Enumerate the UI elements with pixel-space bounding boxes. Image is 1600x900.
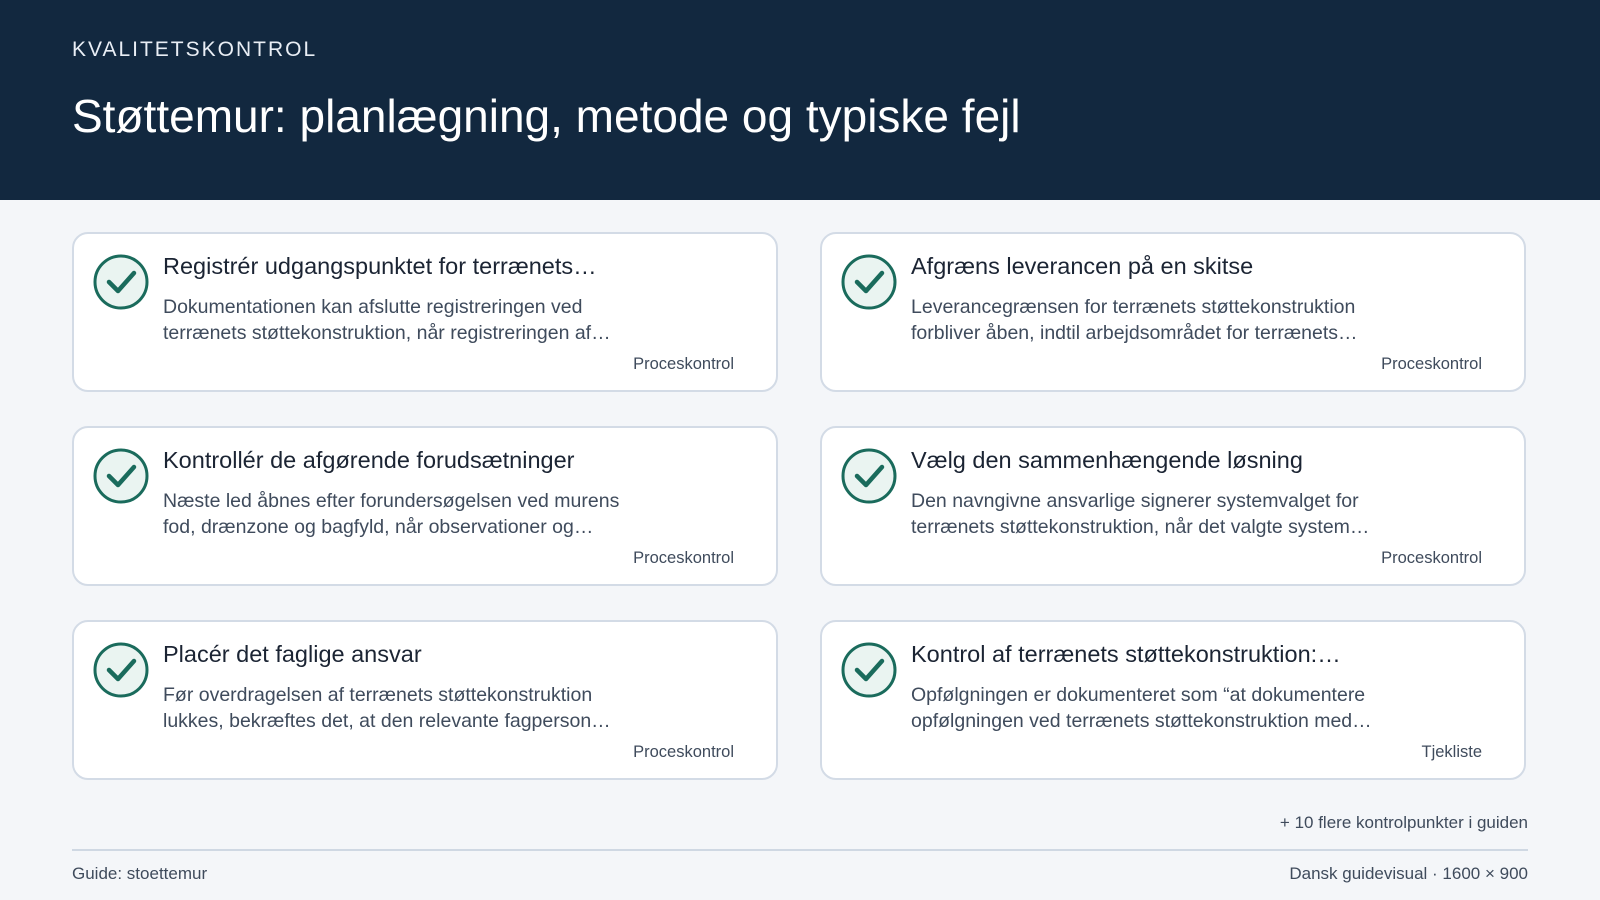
check-circle-icon [93,254,149,310]
card-description: Opfølgningen er dokumenteret som “at dokumentere opfølgningen ved terrænets støttekonstruktion med… [911,684,1372,732]
card-title: Kontrollér de afgørende forudsætninger [163,447,575,473]
card-category-tag: Proceskontrol [633,549,734,567]
check-circle-icon [841,448,897,504]
card-description: Næste led åbnes efter forundersøgelsen ved murens fod, drænzone og bagfyld, når observationer og… [163,490,620,538]
card-category-tag: Tjekliste [1421,743,1482,761]
eyebrow-label: KVALITETSKONTROL [72,38,318,61]
card-title: Afgræns leverancen på en skitse [911,253,1254,279]
check-circle-icon [841,642,897,698]
card-category-tag: Proceskontrol [633,743,734,761]
card-title: Placér det faglige ansvar [163,641,422,667]
card-title: Kontrol af terrænets støttekonstruktion:… [911,641,1341,667]
footer-divider [72,849,1528,851]
card-title: Registrér udgangspunktet for terrænets… [163,253,597,279]
footer-guide-label: Guide: stoettemur [72,864,208,883]
card-title: Vælg den sammenhængende løsning [911,447,1303,473]
card-description: Leverancegrænsen for terrænets støttekonstruktion forbliver åben, indtil arbejdsområdet for terrænets… [911,296,1358,344]
card-category-tag: Proceskontrol [1381,355,1482,373]
card-description: Før overdragelsen af terrænets støttekonstruktion lukkes, bekræftes det, at den relevante fagperson… [163,684,611,732]
card-description: Dokumentationen kan afslutte registreringen ved terrænets støttekonstruktion, når registreringen af… [163,296,611,344]
check-circle-icon [93,448,149,504]
checklist-card[interactable] [820,232,1526,392]
footer-meta-label: Dansk guidevisual · 1600 × 900 [1289,864,1528,883]
page-header [0,0,1600,200]
check-circle-icon [841,254,897,310]
more-checkpoints-link[interactable]: + 10 flere kontrolpunkter i guiden [1279,813,1528,832]
checklist-card[interactable] [72,232,778,392]
card-category-tag: Proceskontrol [633,355,734,373]
checklist-card[interactable] [820,426,1526,586]
card-category-tag: Proceskontrol [1381,549,1482,567]
check-circle-icon [93,642,149,698]
checklist-card[interactable] [820,620,1526,780]
page-title: Støttemur: planlægning, metode og typiske fejl [72,90,1021,142]
checklist-card[interactable] [72,426,778,586]
card-description: Den navngivne ansvarlige signerer systemvalget for terrænets støttekonstruktion, når det valgte system… [911,490,1370,538]
checklist-card[interactable] [72,620,778,780]
